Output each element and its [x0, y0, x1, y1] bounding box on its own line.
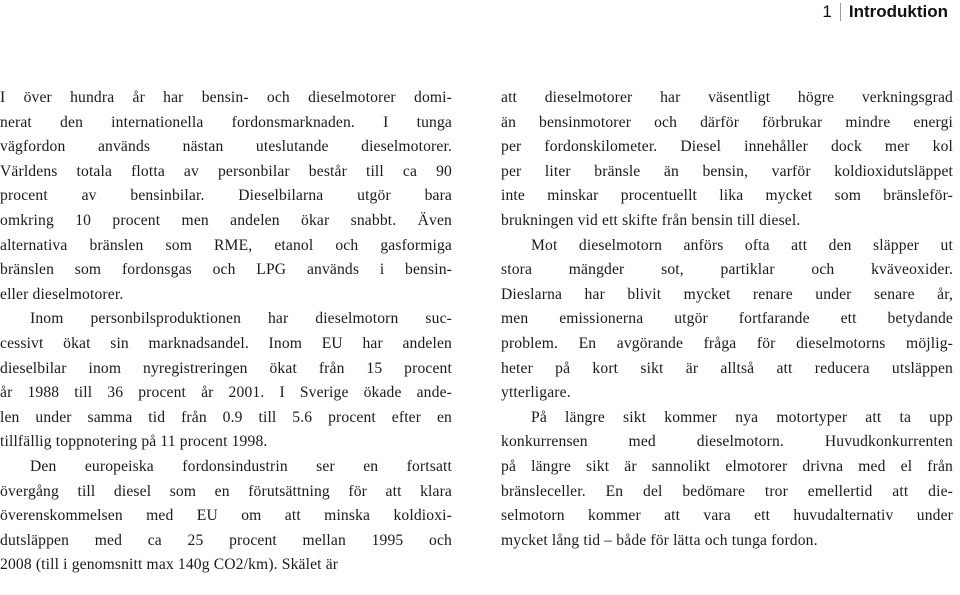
text-line: dieselbilar inom nyregistreringen ökat från 15 procent — [0, 359, 452, 377]
right-column — [501, 86, 953, 553]
text-line: 2008 (till i genomsnitt max 140g CO2/km). Skälet är — [0, 556, 339, 574]
text-line: än bensinmotorer och därför förbrukar mindre energi — [501, 113, 953, 131]
text-line: per fordonskilometer. Diesel innehåller dock mer kol — [501, 138, 953, 156]
chapter-number: 1 — [822, 2, 832, 21]
text-line: problem. En avgörande fråga för dieselmotorns möjlig- — [501, 334, 953, 352]
text-line: Världens totala flotta av personbilar består till ca 90 — [0, 162, 452, 180]
text-line: len under samma tid från 0.9 till 5.6 procent efter en — [0, 408, 452, 426]
paragraph — [501, 86, 953, 234]
text-line: år 1988 till 36 procent år 2001. I Sverige ökade ande- — [0, 384, 452, 402]
text-line: att dieselmotorer har väsentligt högre verkningsgrad — [501, 89, 953, 106]
chapter-title: Introduktion — [848, 2, 948, 21]
text-line: men emissionerna utgör fortfarande ett betydande — [501, 310, 953, 328]
text-line: övergång till diesel som en förutsättning för att klara — [0, 482, 452, 500]
paragraph — [0, 455, 452, 578]
text-line: dutsläppen med ca 25 procent mellan 1995 och — [0, 531, 452, 549]
paragraph — [0, 86, 452, 307]
text-line: cessivt ökat sin marknadsandel. Inom EU har andelen — [0, 334, 452, 352]
text-line: överenskommelsen med EU om att minska koldioxi- — [0, 507, 452, 525]
text-line: heter på kort sikt är alltså att reducera utsläppen — [501, 359, 953, 377]
text-line: I över hundra år har bensin- och dieselmotorer domi- — [0, 89, 452, 106]
paragraph — [501, 234, 953, 406]
text-line: Mot dieselmotorn anförs ofta att den släpper ut — [531, 236, 953, 254]
text-line: brukningen vid ett skifte från bensin till diesel. — [501, 211, 801, 229]
text-line: bränslen som fordonsgas och LPG används i bensin- — [0, 261, 452, 279]
text-line: på längre sikt är sannolikt elmotorer drivna med el från — [501, 457, 953, 475]
text-line: selmotorn kommer att vara ett huvudalternativ under — [501, 507, 953, 525]
text-line: per liter bränsle än bensin, varför koldioxidutsläppet — [501, 162, 953, 180]
text-line: mycket lång tid – både för lätta och tunga fordon. — [501, 531, 818, 549]
text-line: tillfällig toppnotering på 11 procent 1998. — [0, 433, 268, 451]
text-line: ytterligare. — [501, 384, 571, 402]
text-line: eller dieselmotorer. — [0, 285, 124, 303]
text-line: På längre sikt kommer nya motortyper att ta upp — [531, 408, 953, 426]
text-line: procent av bensinbilar. Dieselbilarna utgör bara — [0, 187, 452, 205]
text-line: bränsleceller. En del bedömare tror emellertid att die- — [501, 482, 953, 500]
text-line: Dieslarna har blivit mycket renare under senare år, — [501, 285, 953, 303]
paragraph — [0, 307, 452, 455]
text-line: omkring 10 procent men andelen ökar snabbt. Även — [0, 211, 452, 229]
left-column — [0, 86, 452, 578]
text-line: alternativa bränslen som RME, etanol och gasformiga — [0, 236, 452, 254]
text-line: konkurrensen med dieselmotorn. Huvudkonkurrenten — [501, 433, 953, 451]
text-line: Inom personbilsproduktionen har dieselmotorn suc- — [30, 310, 452, 328]
running-header — [822, 0, 948, 24]
text-line: vägfordon används nästan uteslutande dieselmotorer. — [0, 138, 452, 156]
paragraph — [501, 406, 953, 554]
text-line: Den europeiska fordonsindustrin ser en fortsatt — [30, 457, 452, 475]
header-divider — [840, 3, 841, 21]
text-line: inte minskar procentuellt lika mycket som bränsleför- — [501, 187, 953, 205]
text-line: stora mängder sot, partiklar och kväveoxider. — [501, 261, 953, 279]
text-line: nerat den internationella fordonsmarknaden. I tunga — [0, 113, 452, 131]
